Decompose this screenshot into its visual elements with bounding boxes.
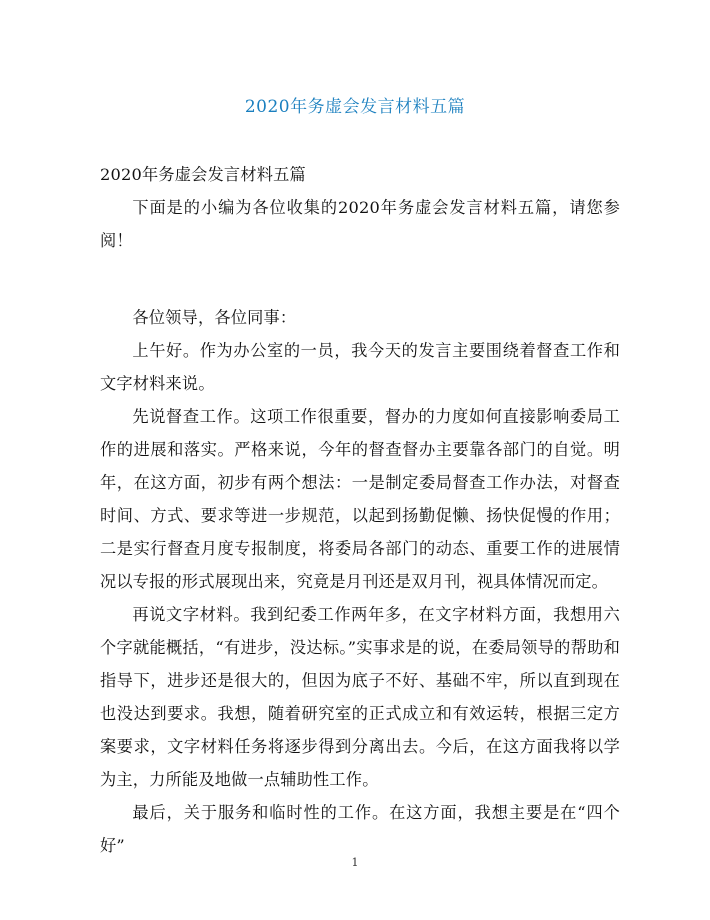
intro-paragraph: 下面是的小编为各位收集的2020年务虚会发言材料五篇，请您参阅！	[100, 198, 620, 250]
document-subtitle: 2020年务虚会发言材料五篇	[100, 165, 306, 184]
body-paragraph-2: 先说督查工作。这项工作很重要，督办的力度如何直接影响委局工作的进展和落实。严格来说，今年的督查督办主要靠各部门的自觉。明年，在这方面，初步有两个想法：一是制定委局督查工作办法，对督查时间、方式、要求等进一步规范，以起到扬勤促懒、扬快促慢的作用；二是实行督查月度专报制度，将委局各部门的动态、重要工作的进展情况以专报的形式展现出来，究竟是月刊还是双月刊，视具体情况而定。	[100, 407, 620, 591]
body-paragraph-3: 再说文字材料。我到纪委工作两年多，在文字材料方面，我想用六个字就能概括，“有进步，没达标。”实事求是的说，在委局领导的帮助和指导下，进步还是很大的，但因为底子不好、基础不牢，所以直到现在也没达到要求。我想，随着研究室的正式成立和有效运转，根据三定方案要求，文字材料任务将逐步得到分离出去。今后，在这方面我将以学为主，力所能及地做一点辅助性工作。	[100, 605, 620, 789]
page-number: 1	[351, 856, 359, 869]
body-paragraph-4: 最后，关于服务和临时性的工作。在这方面，我想主要是在“四个好”	[100, 803, 620, 855]
body-paragraph-1: 上午好。作为办公室的一员，我今天的发言主要围绕着督查工作和文字材料来说。	[100, 341, 620, 393]
greeting-paragraph: 各位领导，各位同事：	[132, 308, 297, 327]
document-body	[100, 158, 620, 862]
document-title: 2020年务虚会发言材料五篇	[244, 97, 466, 117]
paragraph-spacer	[100, 257, 620, 301]
